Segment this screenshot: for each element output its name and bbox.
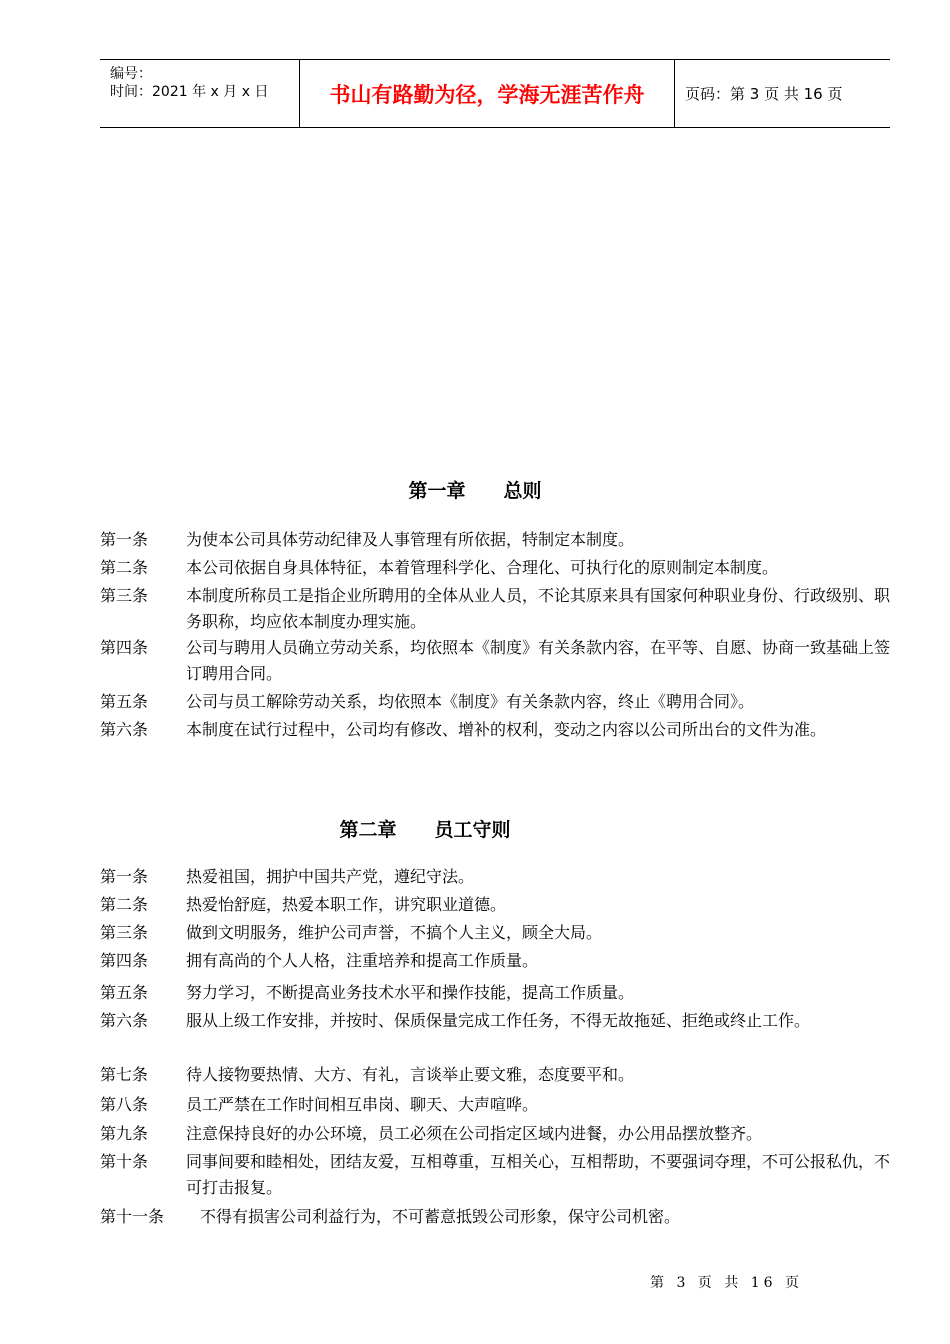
document-time-label: 时间：2021 年 x 月 x 日 (110, 84, 269, 100)
chapter-2-title (0, 815, 900, 842)
article-text: 注意保持良好的办公环境，员工必须在公司指定区域内进餐，办公用品摆放整齐。 (186, 1124, 763, 1143)
article-text: 本制度所称员工是指企业所聘用的全体从业人员，不论其原来具有国家何种职业身份、行政级别、职务职称，均应依本制度办理实施。 (186, 586, 891, 631)
article-number: 第七条 (100, 1065, 149, 1084)
chapter-2-article (100, 1008, 895, 1034)
header-motto: 书山有路勤为径，学海无涯苦作舟 (300, 60, 675, 127)
article-number: 第五条 (100, 983, 149, 1002)
article-text: 热爱祖国，拥护中国共产党，遵纪守法。 (186, 867, 475, 886)
chapter-1-article (100, 555, 895, 581)
chapter-1-number: 第一章 (408, 480, 466, 502)
article-text: 服从上级工作安排，并按时、保质保量完成工作任务，不得无故拖延、拒绝或终止工作。 (186, 1011, 811, 1030)
article-text: 为使本公司具体劳动纪律及人事管理有所依据，特制定本制度。 (186, 530, 635, 549)
article-text: 不得有损害公司利益行为，不可蓄意抵毁公司形象，保守公司机密。 (200, 1207, 681, 1226)
article-number: 第六条 (100, 720, 149, 739)
chapter-2-article (100, 892, 895, 918)
chapter-1-article (100, 527, 895, 553)
article-text: 同事间要和睦相处，团结友爱，互相尊重，互相关心，互相帮助，不要强词夺理，不可公报私仇，不可打击报复。 (186, 1152, 891, 1197)
article-number: 第一条 (100, 867, 149, 886)
chapter-2-article (100, 920, 895, 946)
chapter-2-article (100, 1092, 895, 1118)
page-footer: 第 3 页 共 16 页 (650, 1275, 803, 1291)
document-number-label: 编号： (110, 66, 152, 82)
chapter-2-article (100, 980, 895, 1006)
chapter-2-article (100, 864, 895, 890)
article-number: 第四条 (100, 951, 149, 970)
article-text: 本制度在试行过程中，公司均有修改、增补的权利，变动之内容以公司所出台的文件为准。 (186, 720, 827, 739)
article-number: 第十条 (100, 1152, 149, 1171)
article-number: 第三条 (100, 923, 149, 942)
article-text: 待人接物要热情、大方、有礼，言谈举止要文雅，态度要平和。 (186, 1065, 635, 1084)
article-text: 公司与员工解除劳动关系，均依照本《制度》有关条款内容，终止《聘用合同》。 (186, 692, 755, 711)
chapter-2-article (100, 1204, 895, 1230)
chapter-1-article (100, 689, 895, 715)
article-number: 第四条 (100, 638, 149, 657)
article-text: 公司与聘用人员确立劳动关系，均依照本《制度》有关条款内容，在平等、自愿、协商一致基础上签订聘用合同。 (186, 638, 891, 683)
article-number: 第十一条 (100, 1207, 165, 1226)
article-number: 第三条 (100, 586, 149, 605)
article-number: 第一条 (100, 530, 149, 549)
article-number: 第二条 (100, 895, 149, 914)
article-text: 努力学习，不断提高业务技术水平和操作技能，提高工作质量。 (186, 983, 635, 1002)
article-number: 第九条 (100, 1124, 149, 1143)
chapter-1-name: 总则 (503, 480, 542, 502)
article-text: 员工严禁在工作时间相互串岗、聊天、大声喧哗。 (186, 1095, 539, 1114)
chapter-2-number: 第二章 (339, 819, 397, 841)
chapter-2-article (100, 1149, 895, 1201)
article-number: 第二条 (100, 558, 149, 577)
article-number: 第六条 (100, 1011, 149, 1030)
header-meta (100, 60, 300, 127)
chapter-2-article (100, 948, 895, 974)
chapter-1-article (100, 583, 895, 635)
page-header (100, 59, 890, 128)
chapter-2-article (100, 1121, 895, 1147)
article-number: 第五条 (100, 692, 149, 711)
chapter-1-title (0, 476, 950, 503)
article-text: 拥有高尚的个人人格，注重培养和提高工作质量。 (186, 951, 539, 970)
article-text: 热爱怡舒庭，热爱本职工作，讲究职业道德。 (186, 895, 507, 914)
header-page-label: 页码：第 3 页 共 16 页 (685, 85, 843, 103)
chapter-1-article (100, 717, 895, 743)
article-text: 做到文明服务，维护公司声誉，不搞个人主义，顾全大局。 (186, 923, 603, 942)
article-number: 第八条 (100, 1095, 149, 1114)
chapter-2-name: 员工守则 (434, 819, 511, 841)
article-text: 本公司依据自身具体特征，本着管理科学化、合理化、可执行化的原则制定本制度。 (186, 558, 779, 577)
chapter-1-article (100, 635, 895, 687)
chapter-2-article (100, 1062, 895, 1088)
